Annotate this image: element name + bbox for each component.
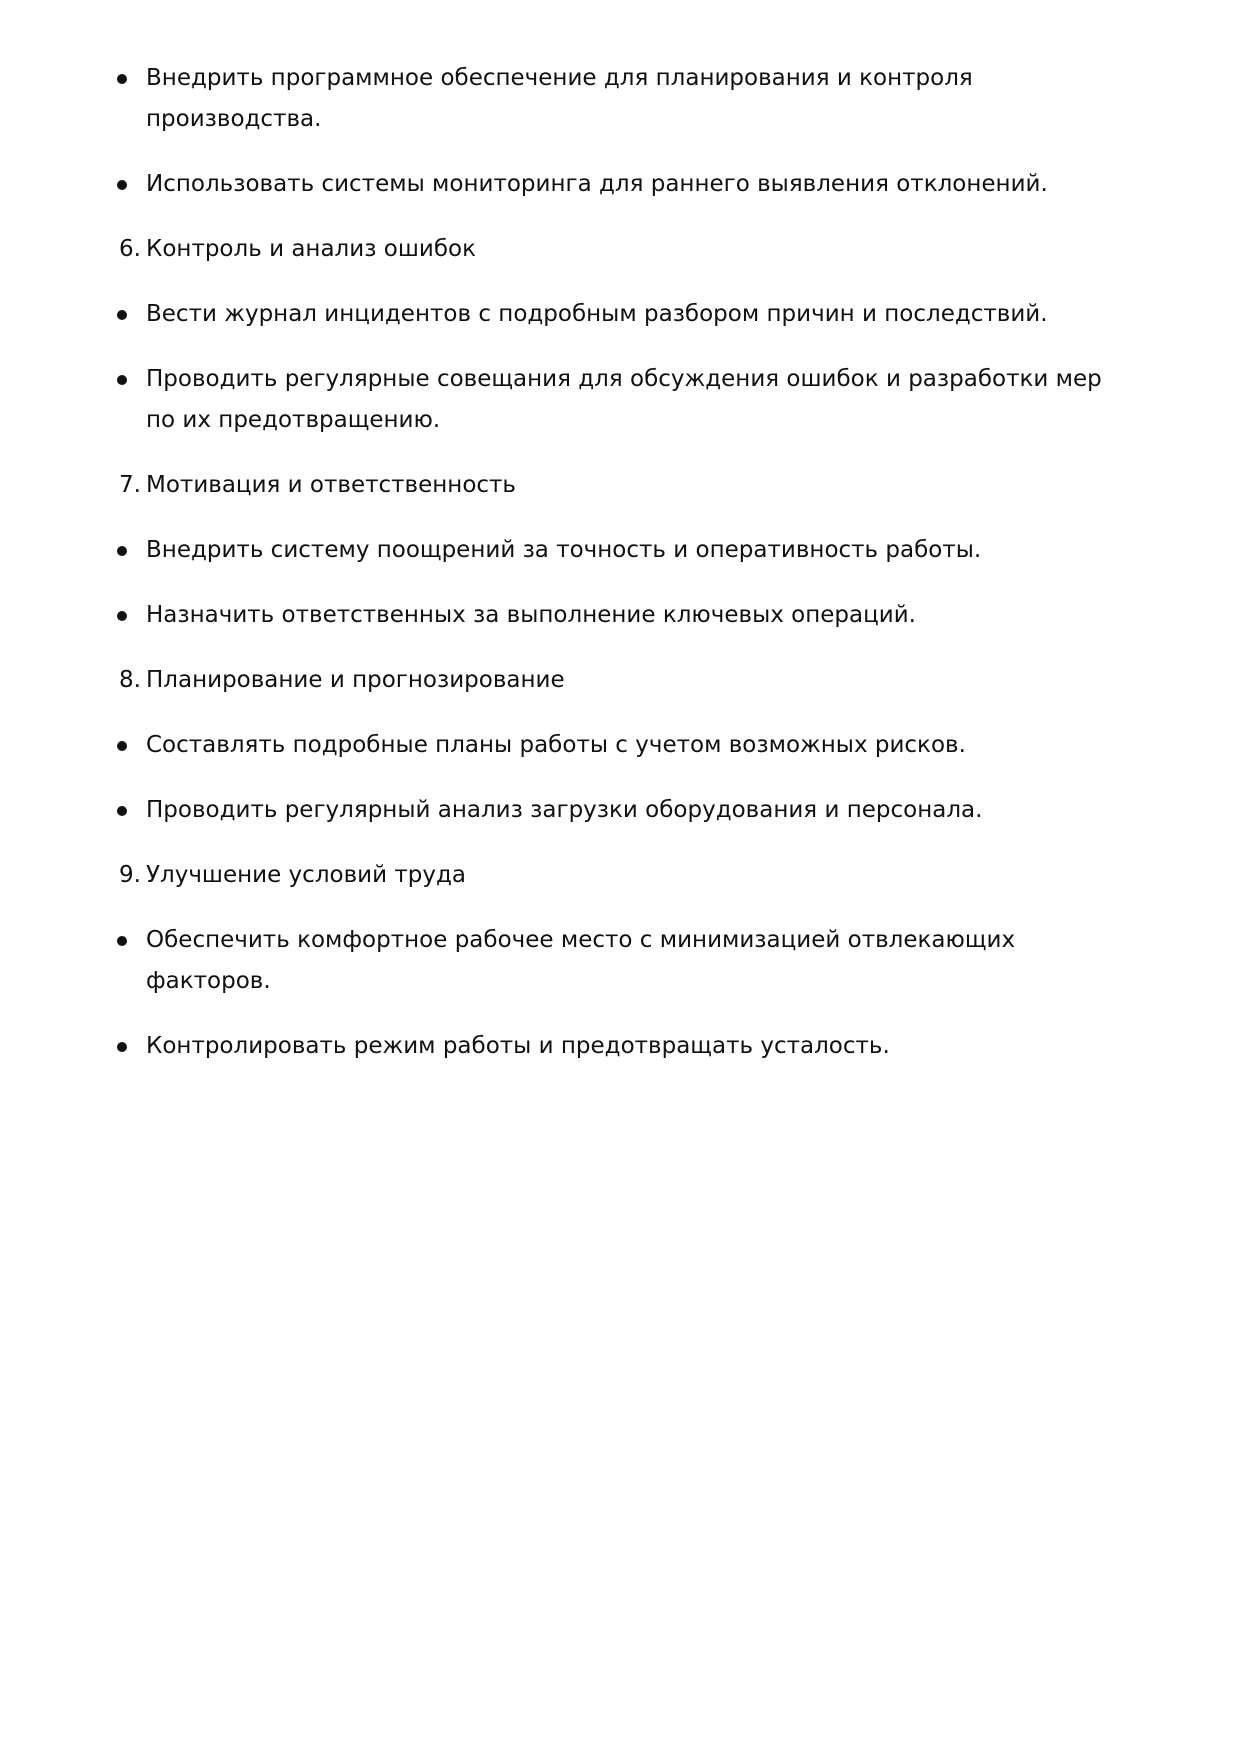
bullet-icon — [117, 74, 127, 84]
list-item-text: Использовать системы мониторинга для раннего выявления отклонений. — [146, 171, 1048, 197]
list-item — [0, 920, 1239, 1002]
bullet-icon — [117, 741, 127, 751]
section-heading — [0, 660, 1239, 701]
list-item — [0, 595, 1239, 636]
list-item-text: Внедрить систему поощрений за точность и оперативность работы. — [146, 537, 982, 563]
list-item — [0, 164, 1239, 205]
section-title: Улучшение условий труда — [146, 862, 466, 888]
list-item — [0, 725, 1239, 766]
bullet-icon — [117, 1042, 127, 1052]
list-item — [0, 58, 1239, 140]
list-item-text: Назначить ответственных за выполнение ключевых операций. — [146, 602, 916, 628]
section-number: 9. — [119, 862, 141, 888]
document-list — [0, 58, 1239, 1091]
section-title: Мотивация и ответственность — [146, 472, 516, 498]
list-item — [0, 1026, 1239, 1067]
bullet-icon — [117, 936, 127, 946]
bullet-icon — [117, 375, 127, 385]
list-item-text: Вести журнал инцидентов с подробным разбором причин и последствий. — [146, 301, 1048, 327]
section-number: 7. — [119, 472, 141, 498]
bullet-icon — [117, 546, 127, 556]
section-number: 6. — [119, 236, 141, 262]
section-heading — [0, 229, 1239, 270]
section-number: 8. — [119, 667, 141, 693]
bullet-icon — [117, 180, 127, 190]
bullet-icon — [117, 310, 127, 320]
section-heading — [0, 855, 1239, 896]
section-heading — [0, 465, 1239, 506]
list-item-text: Обеспечить комфортное рабочее место с минимизацией отвлекающих факторов. — [146, 927, 1016, 994]
list-item-text: Проводить регулярный анализ загрузки оборудования и персонала. — [146, 797, 983, 823]
bullet-icon — [117, 611, 127, 621]
list-item-text: Составлять подробные планы работы с учетом возможных рисков. — [146, 732, 966, 758]
list-item-text: Проводить регулярные совещания для обсуждения ошибок и разработки мер по их предотвращению. — [146, 366, 1102, 433]
list-item — [0, 530, 1239, 571]
list-item — [0, 359, 1239, 441]
list-item — [0, 294, 1239, 335]
list-item-text: Внедрить программное обеспечение для планирования и контроля производства. — [146, 65, 973, 132]
bullet-icon — [117, 806, 127, 816]
section-title: Контроль и анализ ошибок — [146, 236, 476, 262]
list-item — [0, 790, 1239, 831]
section-title: Планирование и прогнозирование — [146, 667, 565, 693]
list-item-text: Контролировать режим работы и предотвращать усталость. — [146, 1033, 890, 1059]
